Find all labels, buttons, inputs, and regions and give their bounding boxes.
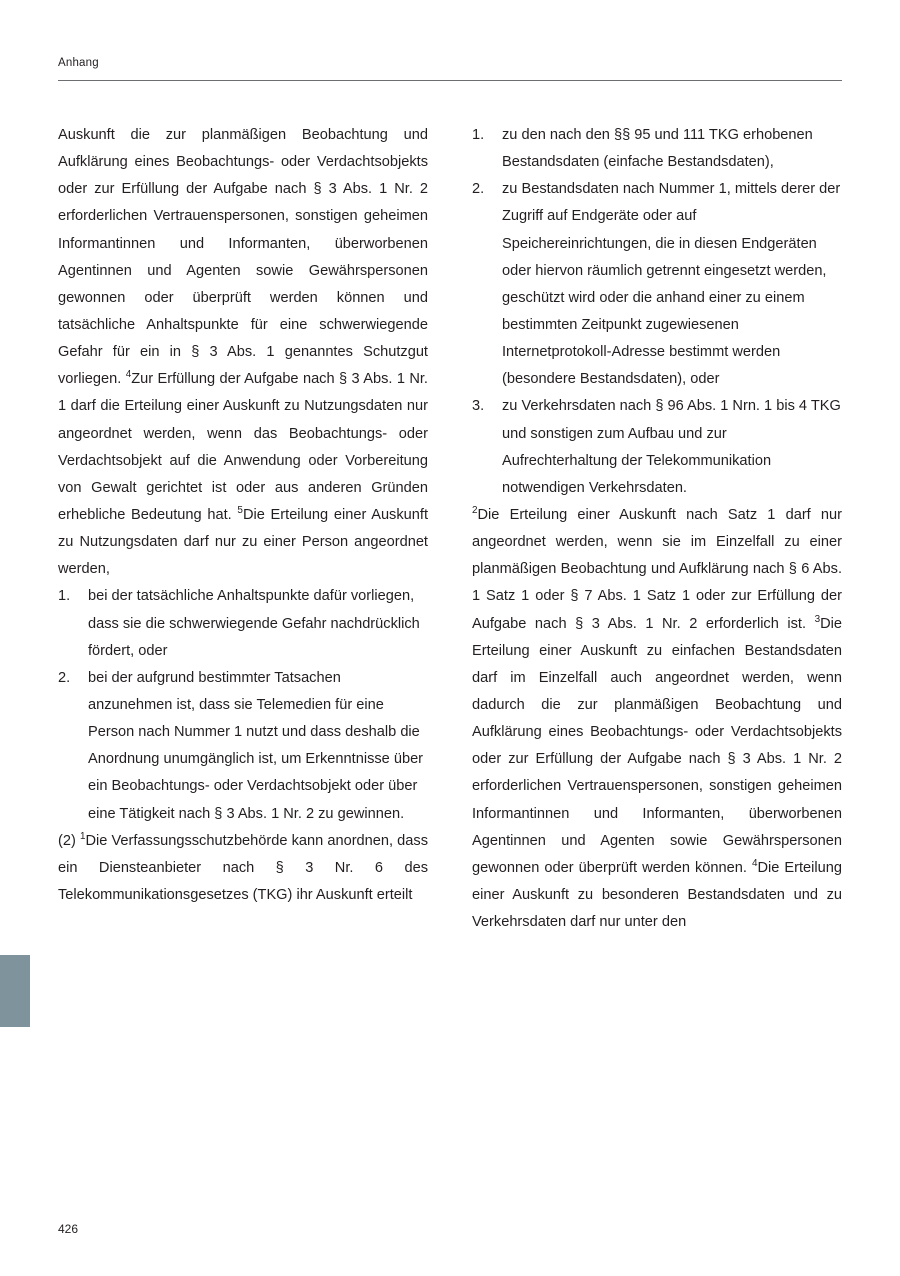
- column-right: [472, 122, 842, 936]
- list-item-text: zu Verkehrsdaten nach § 96 Abs. 1 Nrn. 1 bis 4 TKG und sonstigen zum Aufbau und zur Aufrechterhaltung der Telekommunikation notwendigen Verkehrsdaten.: [502, 398, 841, 496]
- sentence-marker: 3: [814, 613, 821, 625]
- paragraph-2: [58, 828, 428, 909]
- paragraph-text-cont: Zur Erfüllung der Aufgabe nach § 3 Abs. 1 Nr. 1 darf die Erteilung einer Auskunft zu Nutzungsdaten nur angeordnet werden, wenn das Beobachtungs- oder Verdachtsobjekt auf die Anwendung oder Vorbereitung von Gewalt gerichtet ist oder aus anderen Gründen erhebliche Bedeutung hat.: [58, 371, 428, 523]
- list-item: [472, 176, 842, 393]
- sentence-marker: 5: [237, 505, 243, 517]
- sentence-marker: 1: [79, 830, 86, 842]
- list-item: [58, 583, 428, 664]
- sentence-marker: 4: [125, 369, 132, 381]
- paragraph-continuation: [472, 502, 842, 936]
- paragraph-text: Auskunft die zur planmäßigen Beobachtung und Aufklärung eines Beobachtungs- oder Verdachtsobjekts oder zur Erfüllung der Aufgabe nach § 3 Abs. 1 Nr. 2 erforderlichen Vertrauenspersonen, sonstigen geheimen Informantinnen und Informanten, überworbenen Agentinnen und Agenten sowie Gewährspersonen gewonnen oder überprüft werden können und tatsächliche Anhaltspunkte für eine schwerwiegende Gefahr für ein in § 3 Abs. 1 genanntes Schutzgut vorliegen.: [58, 127, 428, 388]
- list-item-number: 2.: [58, 669, 71, 686]
- list-item: [472, 122, 842, 176]
- sentence-marker: 2: [472, 505, 478, 517]
- list-item-number: 1.: [58, 588, 71, 605]
- running-head: Anhang: [58, 57, 99, 69]
- paragraph-text-cont-2: Die Erteilung einer Auskunft zu besonderen Bestandsdaten und zu Verkehrsdaten darf nur unter den: [472, 859, 842, 931]
- column-left: [58, 122, 428, 909]
- paragraph-text: Die Verfassungsschutzbehörde kann anordnen, dass ein Diensteanbieter nach § 3 Nr. 6 des Telekommunikationsgesetzes (TKG) ihr Auskunft erteilt: [58, 832, 428, 903]
- list-item: [472, 393, 842, 502]
- list-item-number: 3.: [472, 398, 485, 415]
- paragraph-text-cont-2: Die Erteilung einer Auskunft zu Nutzungsdaten darf nur zu einer Person angeordnet werden,: [58, 506, 428, 578]
- list-item-number: 1.: [472, 127, 485, 143]
- paragraph-text-cont: Die Erteilung einer Auskunft zu einfachen Bestandsdaten darf im Einzelfall auch angeordnet werden, wenn dadurch die zur planmäßigen Beobachtung und Aufklärung eines Beobachtungs- oder Verdachtsobjekts oder zur Erfüllung der Aufgabe nach § 3 Abs. 1 Nr. 2 erforderlichen Vertrauenspersonen, sonstigen geheimen Informantinnen und Informanten, überworbenen Agentinnen und Agenten sowie Gewährspersonen gewonnen oder überprüft werden können.: [472, 615, 842, 876]
- list-item-text: zu den nach den §§ 95 und 111 TKG erhobenen Bestandsdaten (einfache Bestandsdaten),: [502, 127, 813, 171]
- header-rule: [58, 80, 842, 81]
- paragraph-text: Die Erteilung einer Auskunft nach Satz 1 darf nur angeordnet werden, wenn sie im Einzelfall zu einer planmäßigen Beobachtung und Aufklärung nach § 6 Abs. 1 Satz 1 oder § 7 Abs. 1 Satz 1 oder zur Erfüllung der Aufgabe nach § 3 Abs. 1 Nr. 2 erforderlich ist.: [472, 506, 842, 632]
- page-number: 426: [58, 1222, 79, 1236]
- list-item-number: 2.: [472, 181, 485, 198]
- list-item-text: bei der tatsächliche Anhaltspunkte dafür vorliegen, dass sie die schwerwiegende Gefahr nachdrücklich fördert, oder: [88, 588, 420, 659]
- list-item-text: bei der aufgrund bestimmter Tatsachen anzunehmen ist, dass sie Telemedien für eine Person nach Nummer 1 nutzt und dass deshalb die Anordnung unumgänglich ist, um Erkenntnisse über ein Beobachtungs- oder Verdachtsobjekt oder über eine Tätigkeit nach § 3 Abs. 1 Nr. 2 zu gewinnen.: [88, 669, 424, 822]
- paragraph-continuation: [58, 122, 428, 583]
- paragraph-number: (2): [58, 832, 80, 849]
- list-item-text: zu Bestandsdaten nach Nummer 1, mittels derer der Zugriff auf Endgeräte oder auf Speichereinrichtungen, die in diesen Endgeräten oder hiervon räumlich getrennt eingesetzt werden, geschützt wird oder die anhand einer zu einem bestimmten Zeitpunkt zugewiesenen Internetprotokoll-Adresse bestimmt werden (besondere Bestandsdaten), oder: [502, 181, 841, 388]
- section-edge-marker: [0, 955, 30, 1027]
- sentence-marker: 4: [751, 857, 758, 869]
- list-item: [58, 665, 428, 828]
